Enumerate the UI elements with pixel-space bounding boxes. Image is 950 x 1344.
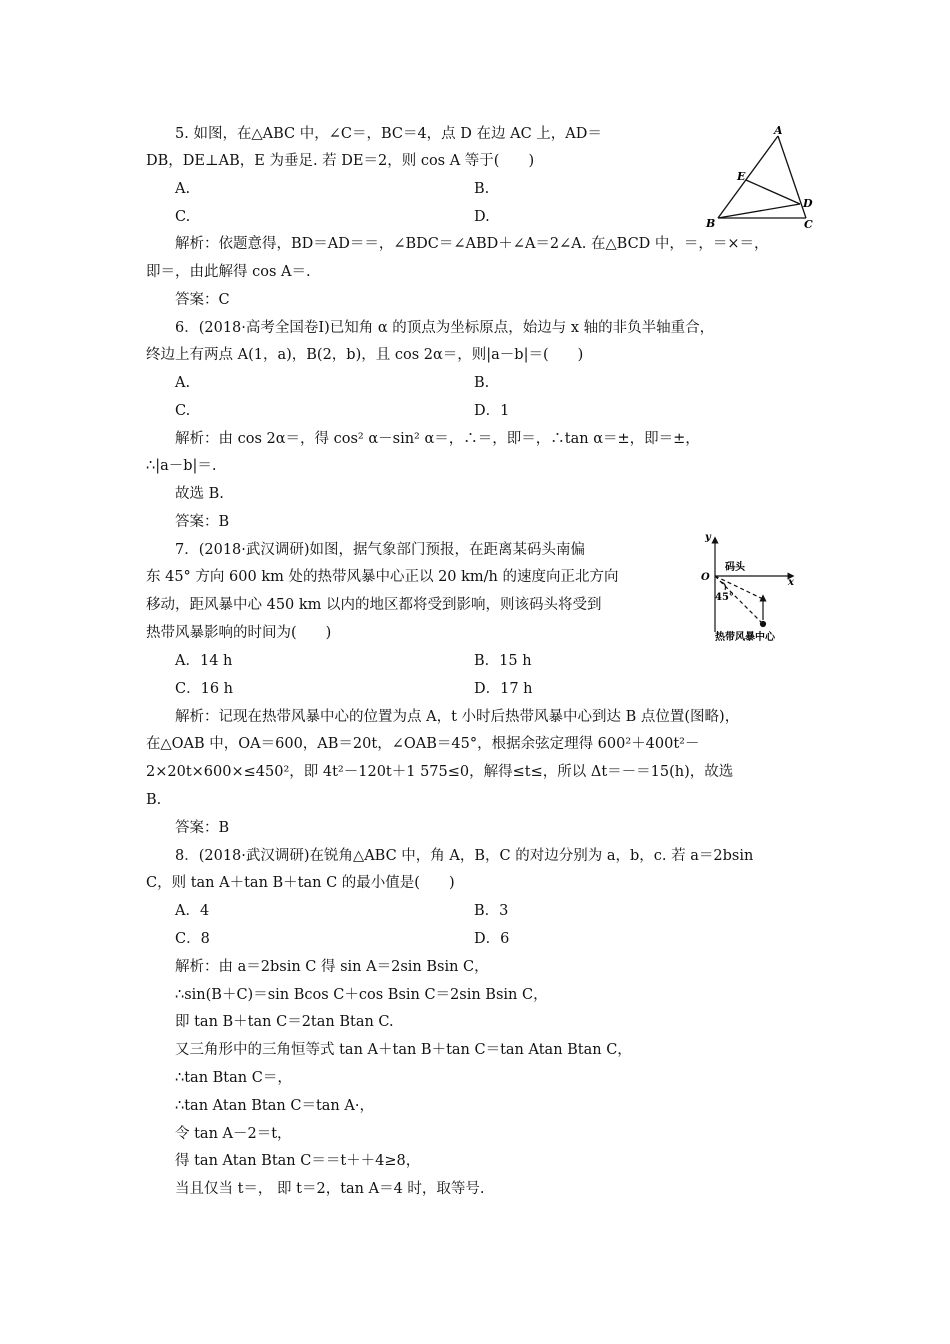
p8-stem-line2: C，则 tan A＋tan B＋tan C 的最小值是( ) <box>146 875 455 891</box>
p8-solution-line8: 得 tan Atan Btan C＝＝t＋＋4≥8， <box>175 1153 421 1169</box>
p7-option-b: B．15 h <box>474 653 532 669</box>
p8-stem-line1: 8．(2018·武汉调研)在锐角△ABC 中，角 A，B，C 的对边分别为 a，b，c. 若 a＝2bsin <box>175 848 754 864</box>
p5-option-b: B. <box>474 181 490 197</box>
p5-label-b: B <box>706 217 716 230</box>
p8-solution-line5: ∴tan Btan C＝， <box>175 1070 292 1086</box>
p7-label-angle: 45° <box>715 592 734 603</box>
p5-label-a: A <box>774 124 783 137</box>
p8-option-b: B．3 <box>474 903 509 919</box>
p7-label-o: O <box>701 572 710 583</box>
p7-label-storm: 热带风暴中心 <box>715 632 775 643</box>
p7-answer: 答案：B <box>175 820 230 836</box>
p5-answer: 答案：C <box>175 292 230 308</box>
p7-option-c: C．16 h <box>175 681 233 697</box>
p7-stem-line1: 7．(2018·武汉调研)如图，据气象部门预报，在距离某码头南偏 <box>175 542 586 558</box>
p6-solution-line1: 解析：由 cos 2α＝，得 cos² α－sin² α＝，∴＝，即＝，∴tan α＝±，即＝±， <box>175 431 700 447</box>
p6-option-d: D．1 <box>474 403 510 419</box>
p5-option-a: A. <box>175 181 191 197</box>
p5-label-d: D <box>803 197 813 210</box>
p5-option-d: D. <box>474 209 490 225</box>
p7-storm-figure <box>695 528 815 646</box>
p5-solution-line2: 即＝，由此解得 cos A＝. <box>146 264 311 280</box>
p8-solution-line2: ∴sin(B＋C)＝sin Bcos C＋cos Bsin C＝2sin Bsin C， <box>175 987 548 1003</box>
p6-solution-line2: ∴|a－b|＝. <box>146 458 217 474</box>
p7-solution-line1: 解析：记现在热带风暴中心的位置为点 A，t 小时后热带风暴中心到达 B 点位置(图略)， <box>175 709 740 725</box>
p7-solution-line3: 2×20t×600×≤450²，即 4t²－120t＋1 575≤0，解得≤t≤，所以 Δt＝－＝15(h)，故选 <box>146 764 734 780</box>
p5-stem-line1: 5. 如图，在△ABC 中，∠C＝，BC＝4，点 D 在边 AC 上，AD＝ <box>175 126 602 142</box>
p8-solution-line9: 当且仅当 t＝， 即 t＝2，tan A＝4 时，取等号. <box>175 1181 485 1197</box>
p5-label-e: E <box>737 170 746 183</box>
p7-solution-line4: B. <box>146 792 162 808</box>
p5-option-c: C. <box>175 209 191 225</box>
p5-triangle-figure <box>700 120 825 235</box>
p7-stem-line2: 东 45° 方向 600 km 处的热带风暴中心正以 20 km/h 的速度向正北方向 <box>146 569 619 585</box>
p6-option-c: C. <box>175 403 191 419</box>
p5-solution-line1: 解析：依题意得，BD＝AD＝＝，∠BDC＝∠ABD＋∠A＝2∠A. 在△BCD 中，＝，＝×＝， <box>175 236 769 252</box>
p8-solution-line7: 令 tan A－2＝t， <box>175 1126 292 1142</box>
p7-option-a: A．14 h <box>175 653 233 669</box>
p6-stem-line1: 6．(2018·高考全国卷Ⅰ)已知角 α 的顶点为坐标原点，始边与 x 轴的非负半轴重合， <box>175 320 715 336</box>
p7-label-x: x <box>788 577 794 588</box>
p8-solution-line3: 即 tan B＋tan C＝2tan Btan C. <box>175 1014 394 1030</box>
p5-segment-bd <box>718 204 800 218</box>
p6-answer: 答案：B <box>175 514 230 530</box>
p8-solution-line4: 又三角形中的三角恒等式 tan A＋tan B＋tan C＝tan Atan Btan C， <box>175 1042 632 1058</box>
p8-solution-line1: 解析：由 a＝2bsin C 得 sin A＝2sin Bsin C， <box>175 959 489 975</box>
p5-stem-line2: DB，DE⊥AB，E 为垂足. 若 DE＝2，则 cos A 等于( ) <box>146 153 535 169</box>
p6-option-a: A. <box>175 375 191 391</box>
p6-solution-line3: 故选 B. <box>175 486 224 502</box>
p6-stem-line2: 终边上有两点 A(1，a)，B(2，b)，且 cos 2α＝，则|a－b|＝( ) <box>146 347 584 363</box>
p8-option-d: D．6 <box>474 931 510 947</box>
p8-solution-line6: ∴tan Atan Btan C＝tan A·， <box>175 1098 374 1114</box>
p7-solution-line2: 在△OAB 中，OA＝600，AB＝20t，∠OAB＝45°，根据余弦定理得 600²＋400t²－ <box>146 736 700 752</box>
p6-option-b: B. <box>474 375 490 391</box>
p5-segment-de <box>746 180 800 204</box>
p7-label-y: y <box>705 532 711 543</box>
p5-side-ab <box>718 136 778 218</box>
p8-option-a: A．4 <box>175 903 210 919</box>
p7-storm-center-point <box>761 622 766 627</box>
p7-stem-line3: 移动，距风暴中心 450 km 以内的地区都将受到影响，则该码头将受到 <box>146 597 602 613</box>
p7-option-d: D．17 h <box>474 681 533 697</box>
p7-label-wharf: 码头 <box>725 562 745 573</box>
p7-stem-line4: 热带风暴影响的时间为( ) <box>146 625 332 641</box>
p8-option-c: C．8 <box>175 931 210 947</box>
p5-label-c: C <box>804 218 813 231</box>
